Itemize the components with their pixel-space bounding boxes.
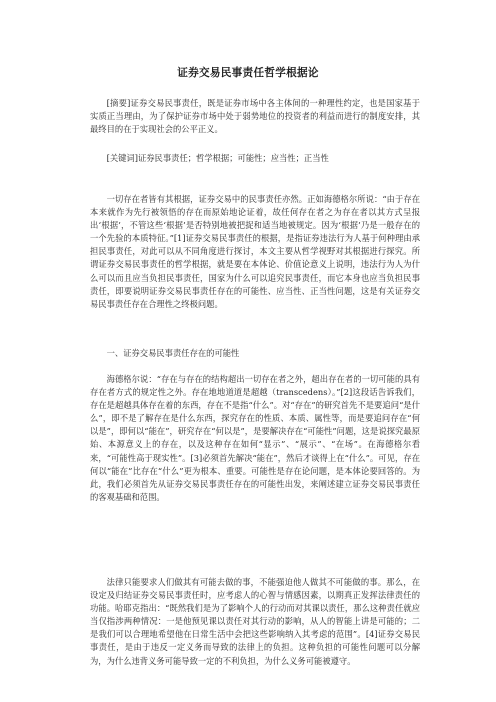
body-paragraph-3: 法律只能要求人们做其有可能去做的事，不能强迫他人做其不可能做的事。那么，在设定及归结证券交易民事责任时，应考虑人的心智与情感因素，以期真正发挥法律责任的功能。哈耶克指出：“既然我们是为了影响个人的行动而对其课以责任，那么这种责任就应当仅指涉两种情况：一是他预见课以责任对其行动的影响，从人的智能上讲是可能的；二是我们可以合理地希望他在日常生活中会把这些影响纳入其考虑的范围”。[4]证券交易民事责任，是由于违反一定义务而导致的法律上的负担。这种负担的可能性问题可以分解为，为什么违背义务可能导致一定的不利负担，为什么义务可能被遵守。: [90, 577, 420, 666]
body-paragraph-1: 一切存在者皆有其根据，证券交易中的民事责任亦然。正如海德格尔所说：“由于存在本来就作为先行被领悟的存在而原始地论证着，故任何存在者之为存在者以其方式呈报出‘根据’，不管这些‘根据’是否特别地被把捉和适当地被规定。因为‘根据’乃是一般存在的一个先验的本质特征。”[1]证券交易民事责任的根据，是指证券违法行为人基于何种理由承担民事责任，对此可以从不同角度进行探讨，本文主要从哲学视野对其根据进行探究。所谓证券交易民事责任的哲学根据，就是要在本体论、价值论意义上说明，违法行为人为什么可以而且应当负担民事责任，国家为什么可以追究民事责任，而它本身也应当负担民事责任，即要说明证券交易民事责任存在的可能性、应当性、正当性问题，这是有关证券交易民事责任存在合理性之终极问题。: [90, 194, 420, 309]
section-heading-1: 一、证券交易民事责任存在的可能性: [106, 348, 240, 358]
keywords: [关键词]证券民事责任；哲学根据；可能性；应当性；正当性: [106, 153, 329, 163]
abstract: [摘要]证券交易民事责任，既是证券市场中各主体间的一种理性约定，也是国家基于实质正当理由，为了保护证券市场中处于弱势地位的投资者的利益而进行的制度安排，其最终目的在于实现社会的公平正义。: [90, 98, 420, 135]
body-paragraph-2: 海德格尔说：“存在与存在的结构超出一切存在者之外，超出存在者的一切可能的具有存在者方式的规定性之外。存在地地道道是超越（transcedens）。”[2]这段话告诉我们，存在是超越具体存在着的东西，存在不是指“什么”。对“存在”的研究首先不是要追问“是什么”，即不是了解存在是什么东西，探究存在的性质、本质、属性等，而是要追问存在“何以是”，即何以“能在”，研究存在“何以是”，是要解决存在“可能性”问题，这是说探究最原始、本源意义上的存在，以及这种存在如何“显示”、“展示”、“在场”。在海德格尔看来，“可能性高于现实性”。[3]必须首先解决“能在”，然后才谈得上在“什么”。可见，存在何以“能在”比存在“什么”更为根本、重要。可能性是存在论问题，是本体论要回答的。为此，我们必须首先从证券交易民事责任存在的可能性出发，来阐述建立证券交易民事责任的客观基础和范围。: [90, 374, 420, 502]
document-title: 证券交易民事责任哲学根据论: [177, 67, 319, 79]
